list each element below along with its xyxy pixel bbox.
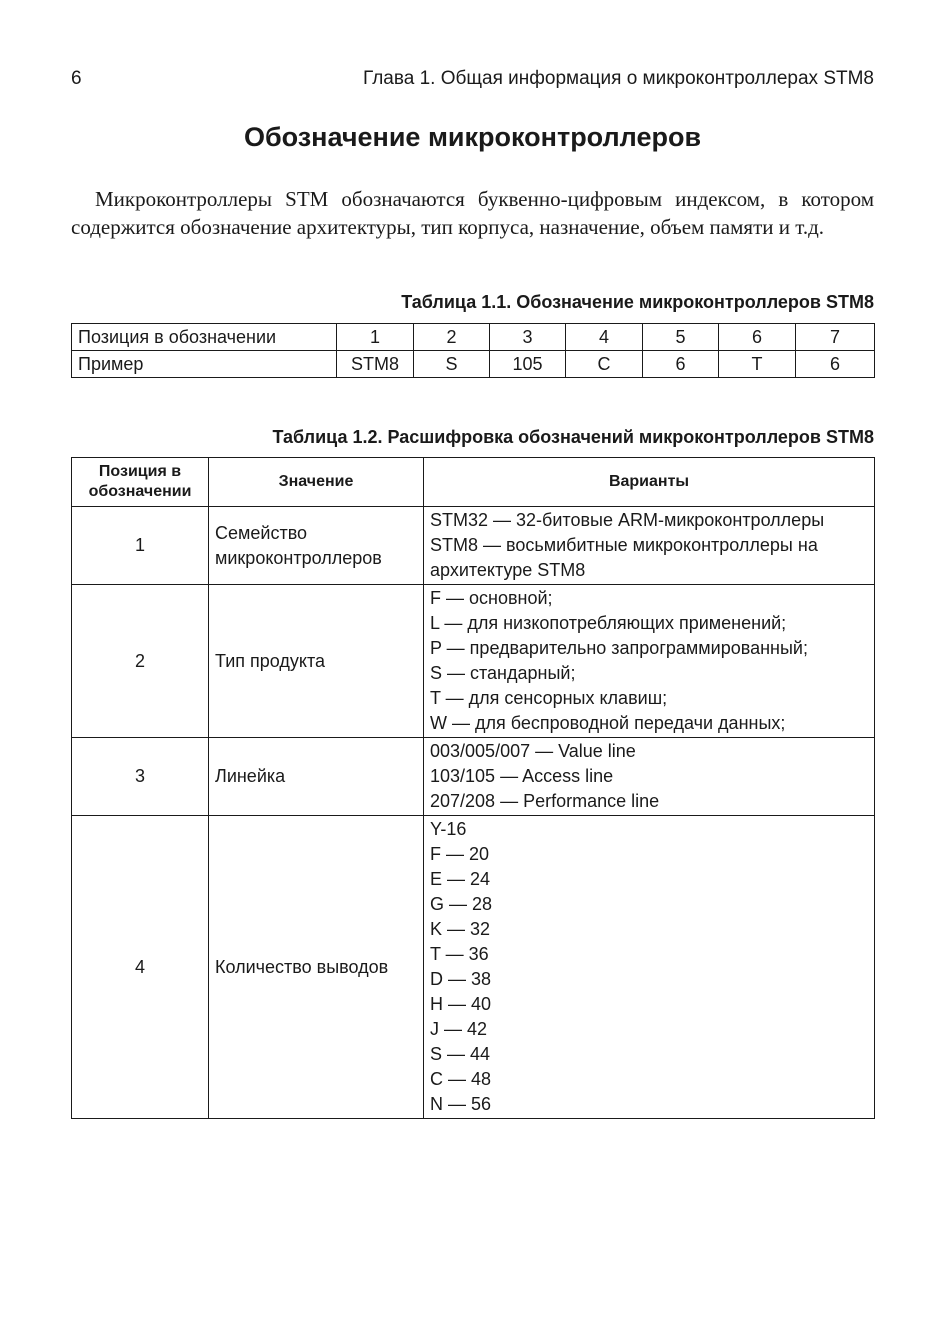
table1-row-position bbox=[72, 324, 875, 351]
variant-line: W — для беспроводной передачи данных; bbox=[430, 713, 786, 733]
table2-header-meaning: Значение bbox=[209, 458, 424, 507]
variant-line: S — 44 bbox=[430, 1044, 491, 1064]
variant-line: T — для сенсорных клавиш; bbox=[430, 688, 668, 708]
variant-line: G — 28 bbox=[430, 894, 493, 914]
variant-line: D — 38 bbox=[430, 969, 492, 989]
meaning-cell: Тип продукта bbox=[209, 585, 424, 738]
variants-cell bbox=[424, 585, 875, 738]
position-cell: 3 bbox=[72, 738, 209, 816]
designation-table bbox=[71, 323, 875, 378]
table1-cell: 4 bbox=[566, 324, 643, 351]
table2-header-position: Позиция в обозначении bbox=[72, 458, 209, 507]
page-number: 6 bbox=[71, 68, 82, 89]
table-row bbox=[72, 507, 875, 585]
variant-line: L — для низкопотребляющих применений; bbox=[430, 613, 787, 633]
variant-line: STM32 — 32-битовые ARM-микроконтроллеры bbox=[430, 510, 825, 530]
variant-line: STM8 — восьмибитные микроконтроллеры на bbox=[430, 535, 818, 555]
table1-cell: C bbox=[566, 351, 643, 378]
table1-row-label: Пример bbox=[72, 351, 337, 378]
variant-line: 207/208 — Performance line bbox=[430, 791, 660, 811]
variant-line: S — стандарный; bbox=[430, 663, 576, 683]
table1-cell: 6 bbox=[719, 324, 796, 351]
table1-cell: T bbox=[719, 351, 796, 378]
meaning-cell: Количество выводов bbox=[209, 816, 424, 1119]
position-cell: 2 bbox=[72, 585, 209, 738]
position-cell: 1 bbox=[72, 507, 209, 585]
variant-line: 003/005/007 — Value line bbox=[430, 741, 636, 761]
table1-cell: S bbox=[414, 351, 490, 378]
variant-line: Y-16 bbox=[430, 819, 467, 839]
position-cell: 4 bbox=[72, 816, 209, 1119]
table1-row-label: Позиция в обозначении bbox=[72, 324, 337, 351]
section-title: Обозначение микроконтроллеров bbox=[243, 122, 702, 152]
running-header bbox=[71, 68, 874, 92]
table1-cell: 105 bbox=[490, 351, 566, 378]
variant-line: 103/105 — Access line bbox=[430, 766, 614, 786]
table1-cell: 2 bbox=[414, 324, 490, 351]
table2-caption: Таблица 1.2. Расшифровка обозначений микроконтроллеров STM8 bbox=[272, 427, 874, 447]
variant-line: T — 36 bbox=[430, 944, 489, 964]
intro-paragraph: Микроконтроллеры STM обозначаются буквенно-цифровым индексом, в котором содержится обозначение архитектуры, тип корпуса, назначение, объем памяти и т.д. bbox=[71, 187, 874, 239]
variant-line: C — 48 bbox=[430, 1069, 492, 1089]
variants-cell bbox=[424, 507, 875, 585]
table1-cell: 7 bbox=[796, 324, 875, 351]
variants-cell bbox=[424, 738, 875, 816]
variant-line: P — предварительно запрограммированный; bbox=[430, 638, 808, 658]
table1-cell: 1 bbox=[337, 324, 414, 351]
table1-cell: 3 bbox=[490, 324, 566, 351]
table-row bbox=[72, 738, 875, 816]
table-row bbox=[72, 585, 875, 738]
chapter-title: Глава 1. Общая информация о микроконтроллерах STM8 bbox=[362, 68, 874, 89]
variant-line: H — 40 bbox=[430, 994, 492, 1014]
table-row bbox=[72, 816, 875, 1119]
variant-line: F — 20 bbox=[430, 844, 490, 864]
table1-caption: Таблица 1.1. Обозначение микроконтроллеров STM8 bbox=[401, 292, 874, 312]
meaning-cell: Линейка bbox=[209, 738, 424, 816]
variants-cell bbox=[424, 816, 875, 1119]
table1-cell: 6 bbox=[643, 351, 719, 378]
variant-line: F — основной; bbox=[430, 588, 553, 608]
meaning-cell: Семейство микроконтроллеров bbox=[209, 507, 424, 585]
variant-line: J — 42 bbox=[430, 1019, 488, 1039]
table1-cell: 6 bbox=[796, 351, 875, 378]
variant-line: архитектуре STM8 bbox=[430, 560, 586, 580]
table1-cell: STM8 bbox=[337, 351, 414, 378]
variant-line: K — 32 bbox=[430, 919, 491, 939]
variant-line: E — 24 bbox=[430, 869, 491, 889]
variant-line: N — 56 bbox=[430, 1094, 492, 1114]
table1-row-example bbox=[72, 351, 875, 378]
table1-cell: 5 bbox=[643, 324, 719, 351]
table2-header-row bbox=[72, 458, 875, 507]
decoding-table bbox=[71, 457, 875, 1119]
table2-header-variants: Варианты bbox=[424, 458, 875, 507]
